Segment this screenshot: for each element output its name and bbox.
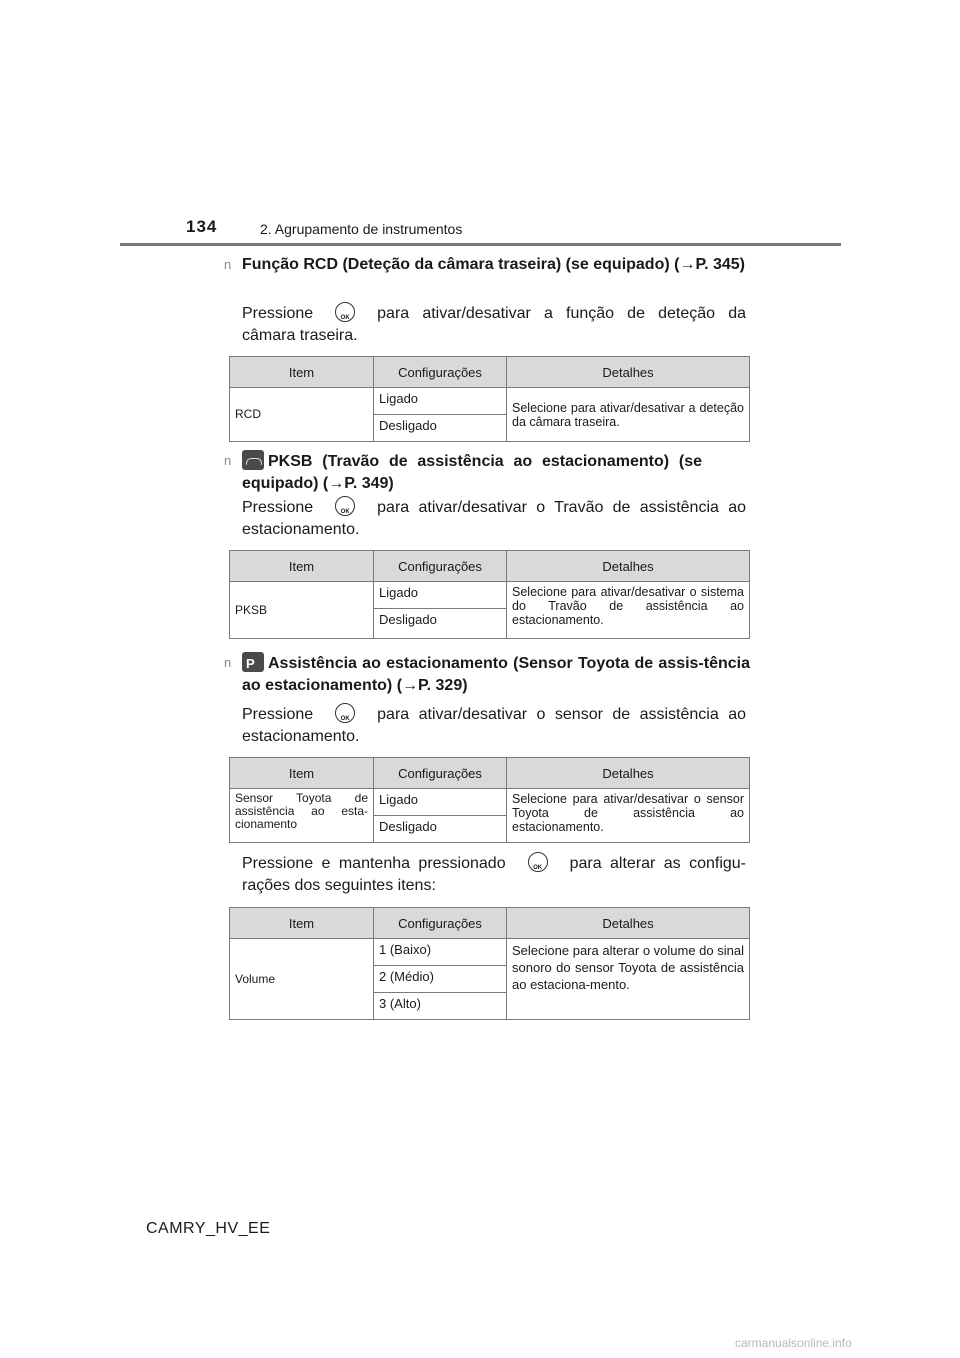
parking-assist-icon <box>242 652 264 672</box>
cell-setting: Ligado <box>374 388 507 415</box>
col-header-details: Detalhes <box>507 758 750 789</box>
cell-details: Selecione para ativar/desativar a deteção da câmara traseira. <box>507 388 750 442</box>
heading-text <box>242 652 750 697</box>
table-volume <box>229 907 750 1020</box>
heading-text <box>242 450 702 495</box>
para-text: para alterar as configu-rações dos seguintes itens: <box>242 855 747 894</box>
cell-setting: Ligado <box>374 789 507 816</box>
chapter-title: 2. Agrupamento de instrumentos <box>260 221 463 237</box>
col-header-settings: Configurações <box>374 551 507 582</box>
cell-setting: 2 (Médio) <box>374 966 507 993</box>
col-header-settings: Configurações <box>374 357 507 388</box>
footer-code: CAMRY_HV_EE <box>146 1220 271 1237</box>
para-text: Pressione <box>242 499 314 516</box>
col-header-settings: Configurações <box>374 758 507 789</box>
header-rule <box>120 243 841 246</box>
para-text: para ativar/desativar o sensor de assistência ao estacionamento. <box>242 706 746 745</box>
ok-button-icon <box>335 496 355 516</box>
cell-setting: Desligado <box>374 816 507 843</box>
cell-details: Selecione para ativar/desativar o sistema do Travão de assistência ao estacionamento. <box>507 582 750 639</box>
ok-button-icon <box>528 852 548 872</box>
table-pksb <box>229 550 750 639</box>
ok-button-icon <box>335 302 355 322</box>
cell-item: PKSB <box>230 582 374 639</box>
col-header-details: Detalhes <box>507 357 750 388</box>
col-header-details: Detalhes <box>507 551 750 582</box>
col-header-item: Item <box>230 551 374 582</box>
paragraph-pksb <box>242 496 746 541</box>
bullet: n <box>224 655 232 670</box>
cell-details: Selecione para alterar o volume do sinal sonoro do sensor Toyota de assistência ao estaciona-mento. <box>507 939 750 1020</box>
watermark: carmanualsonline.info <box>735 1336 852 1350</box>
cell-details: Selecione para ativar/desativar o sensor Toyota de assistência ao estacionamento. <box>507 789 750 843</box>
cell-setting: 1 (Baixo) <box>374 939 507 966</box>
col-header-item: Item <box>230 908 374 939</box>
cell-setting: Desligado <box>374 609 507 639</box>
cell-item: RCD <box>230 388 374 442</box>
col-header-item: Item <box>230 758 374 789</box>
para-text: Pressione <box>242 706 314 723</box>
cell-setting: Ligado <box>374 582 507 609</box>
cell-setting: Desligado <box>374 415 507 442</box>
para-text: Pressione <box>242 305 314 322</box>
paragraph-parking-assist <box>242 703 746 748</box>
paragraph-rcd <box>242 302 746 347</box>
para-text: Pressione e mantenha pressionado <box>242 855 506 872</box>
col-header-settings: Configurações <box>374 908 507 939</box>
bullet: n <box>224 257 232 272</box>
heading-text: Função RCD (Deteção da câmara traseira) (se equipado) (→P. 345) <box>242 256 745 273</box>
car-icon <box>242 450 264 470</box>
table-parking-assist <box>229 757 750 843</box>
para-text: para ativar/desativar o Travão de assistência ao estacionamento. <box>242 499 746 538</box>
bullet: n <box>224 453 232 468</box>
cell-item: Volume <box>230 939 374 1020</box>
page-number: 134 <box>186 217 218 236</box>
ok-button-icon <box>335 703 355 723</box>
cell-setting: 3 (Alto) <box>374 993 507 1020</box>
heading-label: Assistência ao estacionamento (Sensor Toyota de assis-tência ao estacionamento) (→P. 329) <box>242 655 750 694</box>
col-header-item: Item <box>230 357 374 388</box>
para-text: para ativar/desativar a função de deteção da câmara traseira. <box>242 305 746 344</box>
heading-label: PKSB (Travão de assistência ao estacionamento) (se equipado) (→P. 349) <box>242 453 702 492</box>
paragraph-hold <box>242 852 746 897</box>
col-header-details: Detalhes <box>507 908 750 939</box>
table-rcd <box>229 356 750 442</box>
cell-item: Sensor Toyota de assistência ao esta-cionamento <box>230 789 374 843</box>
